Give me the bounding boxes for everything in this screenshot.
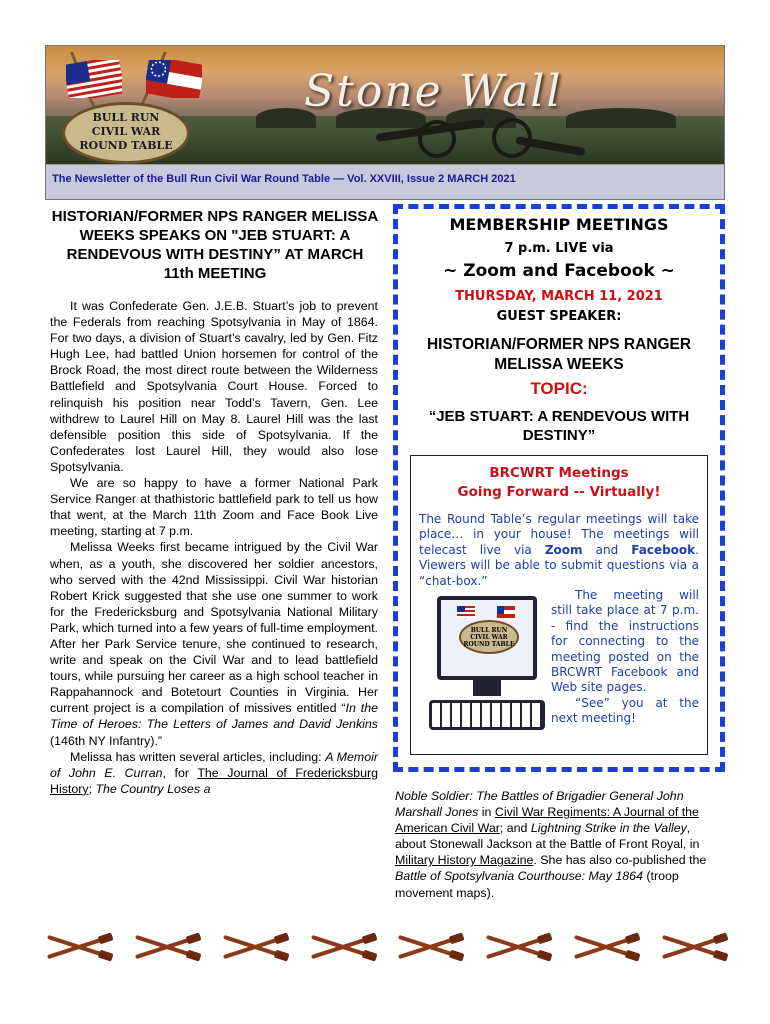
virtual-intro: The Round Table’s regular meetings will take place… in your house! The meetings will telecast live via Zoom and Facebook. Viewers will be able to submit questions via a “chat-box.”: [419, 512, 699, 588]
confederate-flag-icon: [146, 60, 202, 98]
round-table-logo: BULL RUN CIVIL WAR ROUND TABLE: [62, 102, 190, 164]
keyboard-icon: [429, 700, 545, 730]
paragraph: Melissa has written several articles, including: A Memoir of John E. Curran, for The Journal of Fredericksburg History; The Country Loses a: [50, 749, 378, 796]
membership-title: MEMBERSHIP MEETINGS: [449, 215, 669, 234]
banner-photo: [46, 46, 724, 164]
crossed-rifles-icon: [128, 928, 203, 966]
topic-label: TOPIC:: [530, 379, 588, 398]
paragraph: Melissa Weeks first became intrigued by the Civil War when, as a youth, she discovered her soldier ancestors, who served with the 42nd Mississippi. Civil War historian Robert Krick suggested that she use one summer to work for the Fredericksburg and Spotsylvania National Military Park, which turned into a few years of full-time employment. After her Park Service tenure, she continued to research, write and speak on the Civil War and to lead battlefield tours, while pursuing her career as a high school teacher in Rappahannock and Botetourt Counties in Virginia. Her current project is a compilation of missives entitled “In the Time of Heroes: The Letters of James and David Jenkins (146th NY Infantry).”: [50, 540, 378, 748]
meeting-date: THURSDAY, MARCH 11, 2021: [455, 289, 663, 304]
topic-title: “JEB STUART: A RENDEVOUS WITH DESTINY”: [428, 408, 690, 444]
journal-link: The Journal of Fredericksburg History: [50, 765, 378, 796]
crossed-rifles-icon: [304, 928, 379, 966]
article-continuation: Noble Soldier: The Battles of Brigadier General John Marshall Jones in Civil War Regiments: A Journal of the American Civil War; and Lightning Strike in the Valley, about Stonewall Jackson at the Battle of Front Royal, in Military History Magazine. She has also co-published the Battle of Spotsylvania Courthouse: May 1864 (troop movement maps).: [395, 789, 707, 900]
virtual-instructions: The meeting will still take place at 7 p.m. - find the instructions for connecting to the meeting posted on the BRCWRT Facebook and Web site pages. “See” you at the next meeting!: [551, 588, 699, 726]
screen-logo: BULL RUN CIVIL WAR ROUND TABLE: [459, 620, 519, 654]
newsletter-subtitle: The Newsletter of the Bull Run Civil War Round Table — Vol. XXVIII, Issue 2 MARCH 2021: [46, 164, 724, 200]
speaker-name: HISTORIAN/FORMER NPS RANGER MELISSA WEEKS: [426, 336, 692, 373]
crossed-rifles-icon: [40, 928, 115, 966]
crossed-rifles-icon: [479, 928, 554, 966]
newsletter-title: Stone Wall: [304, 66, 563, 117]
virtual-title: BRCWRT Meetings Going Forward -- Virtually!: [457, 465, 661, 500]
us-flag-icon: [66, 60, 122, 98]
membership-meetings-box: [393, 204, 725, 772]
guest-speaker-label: GUEST SPEAKER:: [496, 309, 622, 324]
rifle-border: [40, 928, 730, 966]
virtual-meetings-box: [410, 455, 708, 755]
meeting-platform: ~ Zoom and Facebook ~: [443, 261, 675, 281]
paragraph: It was Confederate Gen. J.E.B. Stuart’s job to prevent the Federals from reaching Spotsylvania in May of 1864. For two days, a division of Stuart’s cavalry, led by Gen. Fitz Hugh Lee, had battled Union horsemen for control of the Brock Road, the most direct route between the Wilderness Battlefield and Spotsylvania Court House. Forced to relinquish his position near Todd’s Tavern, Gen. Lee withdrew to Laurel Hill on May 8. Laurel Hill was the last defensible position this side of Spotsylvania. If the Confederates lost Laurel Hill, they would also lose Spotsylvania.: [50, 299, 378, 474]
crossed-rifles-icon: [655, 928, 730, 966]
masthead: [45, 45, 725, 200]
crossed-rifles-icon: [391, 928, 466, 966]
crossed-rifles-icon: [216, 928, 291, 966]
article-body: [50, 298, 378, 797]
crossed-rifles-icon: [567, 928, 642, 966]
meeting-time: 7 p.m. LIVE via: [504, 241, 614, 256]
computer-icon: [429, 596, 545, 746]
paragraph: We are so happy to have a former National Park Service Ranger at thathistoric battlefield park to tell us how that went, at the March 11th Zoom and Face Book Live meeting, starting at 7 p.m.: [50, 476, 378, 539]
article-headline: HISTORIAN/FORMER NPS RANGER MELISSA WEEKS SPEAKS ON "JEB STUART: A RENDEVOUS WITH DESTINY” AT MARCH 11th MEETING: [51, 208, 379, 282]
